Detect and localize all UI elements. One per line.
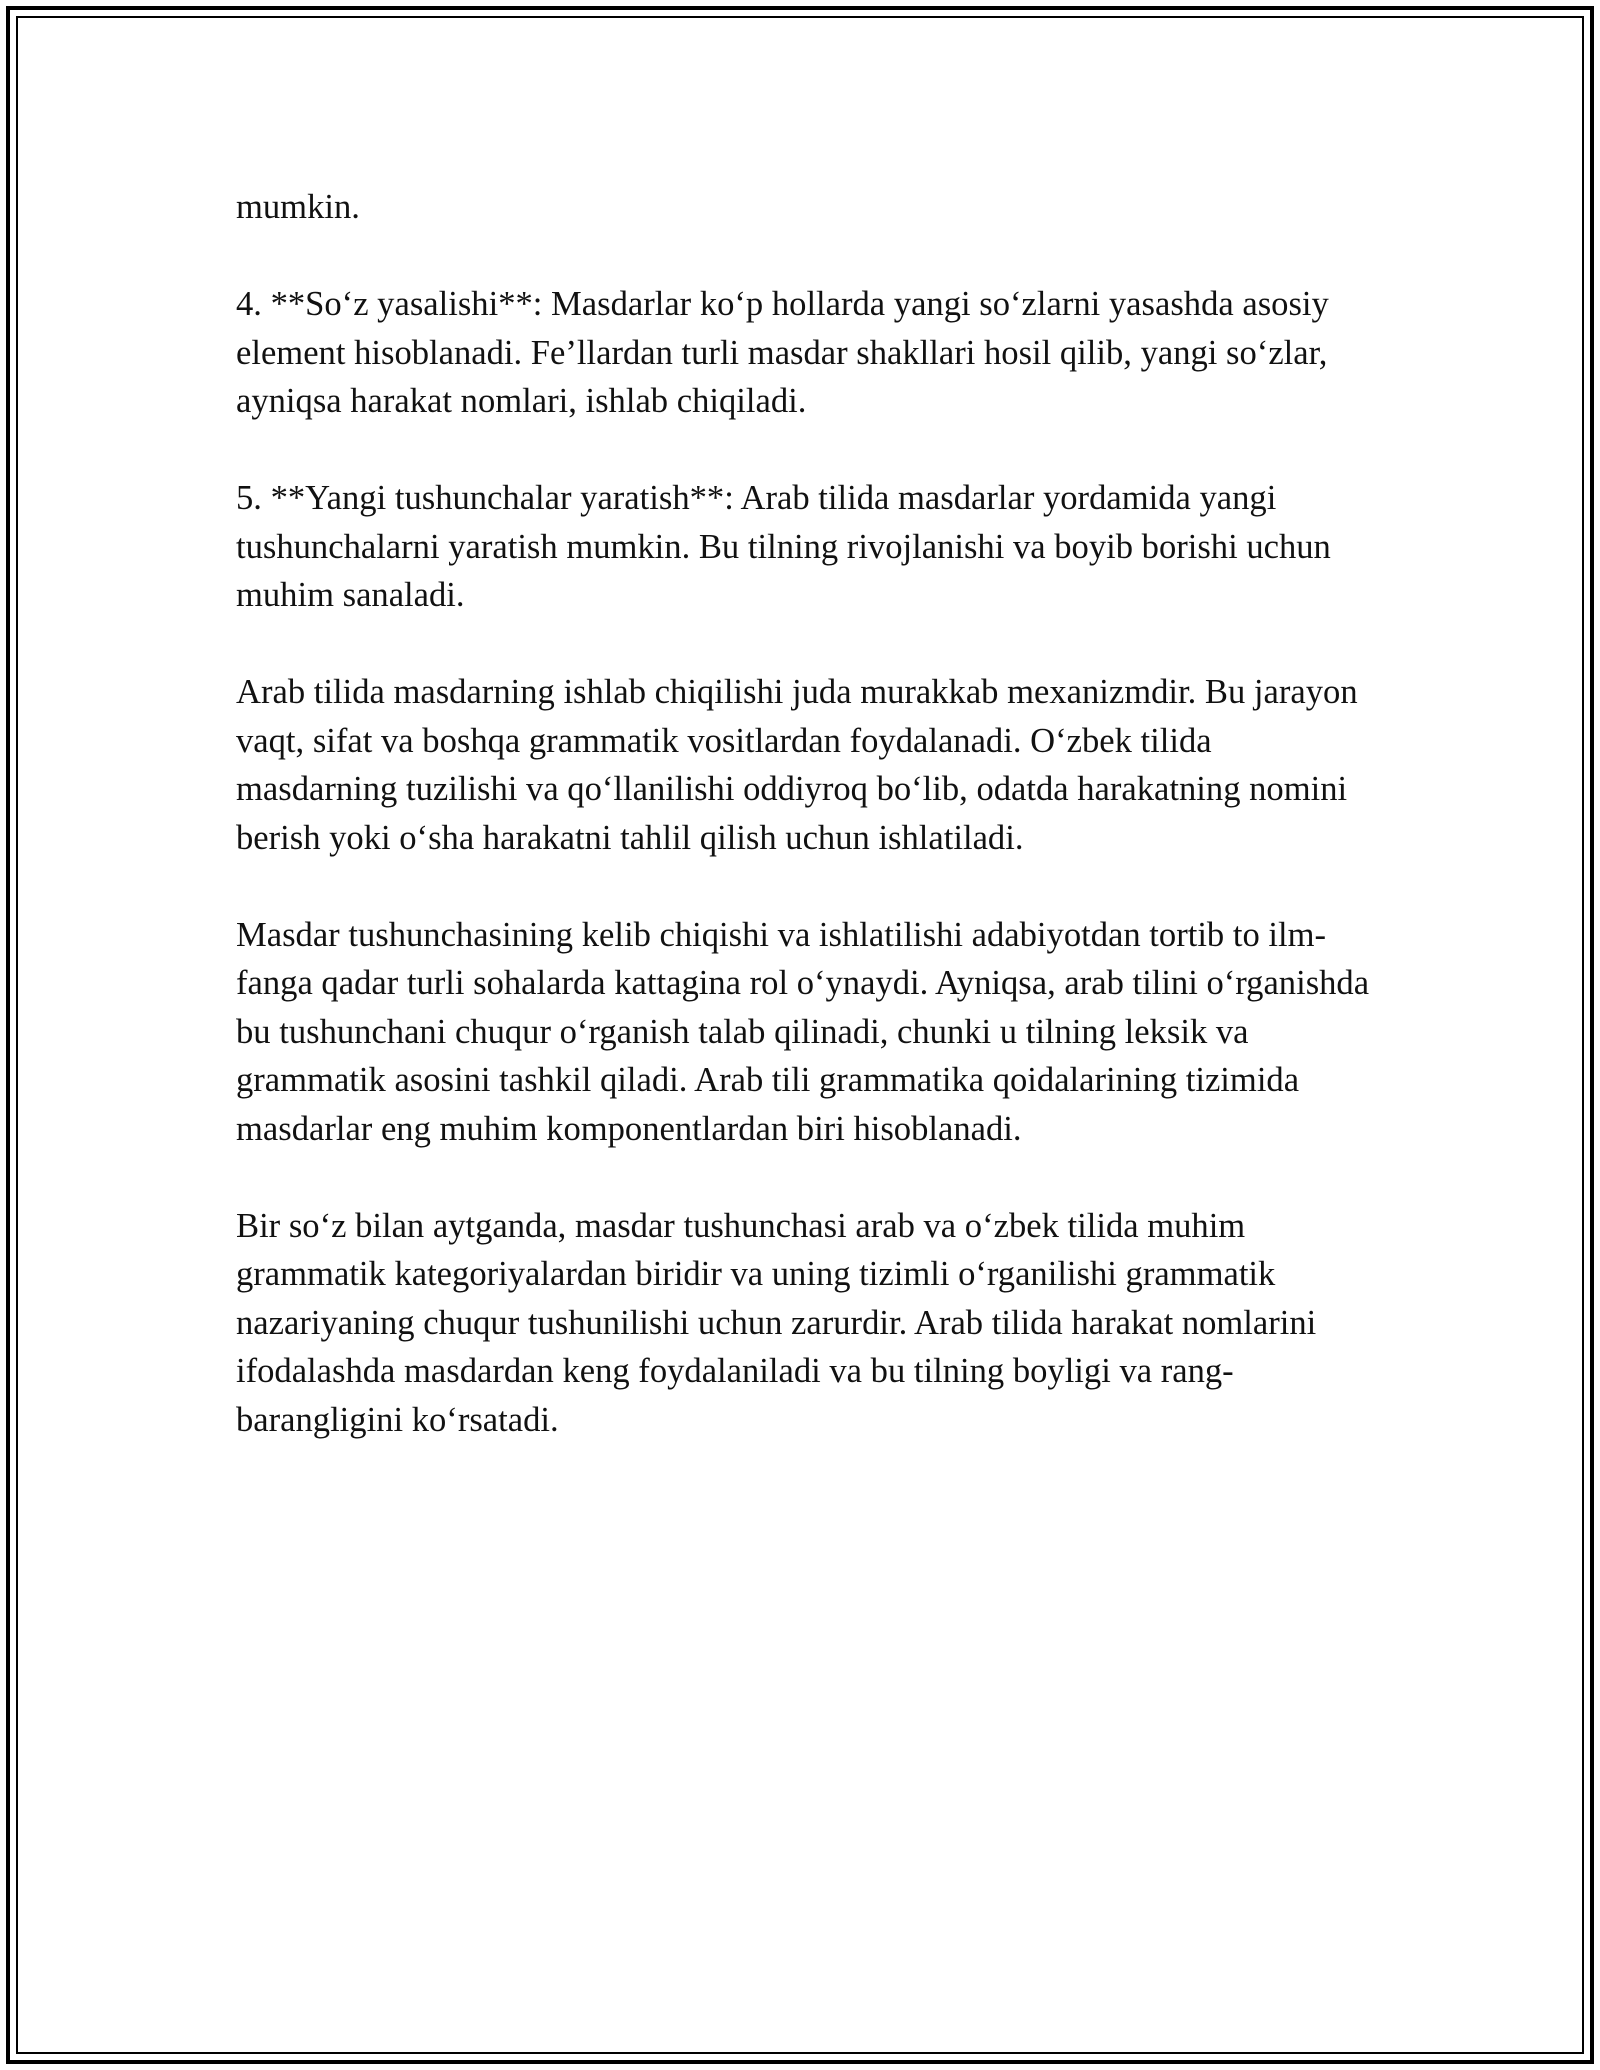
paragraph-item-4: 4. **So‘z yasalishi**: Masdarlar ko‘p hollarda yangi so‘zlarni yasashda asosiy element hisoblanadi. Fe’llardan turli masdar shakllari hosil qilib, yangi so‘zlar, ayniqsa harakat nomlari, ishlab chiqiladi. [236,285,1329,420]
paragraph-item-5: 5. **Yangi tushunchalar yaratish**: Arab tilida masdarlar yordamida yangi tushunchalarni yaratish mumkin. Bu tilning rivojlanishi va boyib borishi uchun muhim sanaladi. [236,479,1331,614]
paragraph-origin: Masdar tushunchasining kelib chiqishi va ishlatilishi adabiyotdan tortib to ilm-fanga qadar turli sohalarda kattagina rol o‘ynaydi. Ayniqsa, arab tilini o‘rganishda bu tushunchani chuqur o‘rganish talab qilinadi, chunki u tilning leksik va grammatik asosini tashkil qiladi. Arab tili grammatika qoidalarining tizimida masdarlar eng muhim komponentlardan biri hisoblanadi. [236,915,1370,1148]
paragraph-continuation: mumkin. [236,188,360,226]
paragraph-conclusion: Bir so‘z bilan aytganda, masdar tushunchasi arab va o‘zbek tilida muhim grammatik kategoriyalardan biridir va uning tizimli o‘rganilishi grammatik nazariyaning chuqur tushunilishi uchun zarurdir. Arab tilida harakat nomlarini ifodalashda masdardan keng foydalaniladi va bu tilning boyligi va rang-barangligini ko‘rsatadi. [236,1206,1317,1439]
document-body [236,183,1376,1493]
paragraph-mechanism: Arab tilida masdarning ishlab chiqilishi juda murakkab mexanizmdir. Bu jarayon vaqt, sifat va boshqa grammatik vositlardan foydalanadi. O‘zbek tilida masdarning tuzilishi va qo‘llanilishi oddiyroq bo‘lib, odatda harakatning nomini berish yoki o‘sha harakatni tahlil qilish uchun ishlatiladi. [236,673,1358,857]
